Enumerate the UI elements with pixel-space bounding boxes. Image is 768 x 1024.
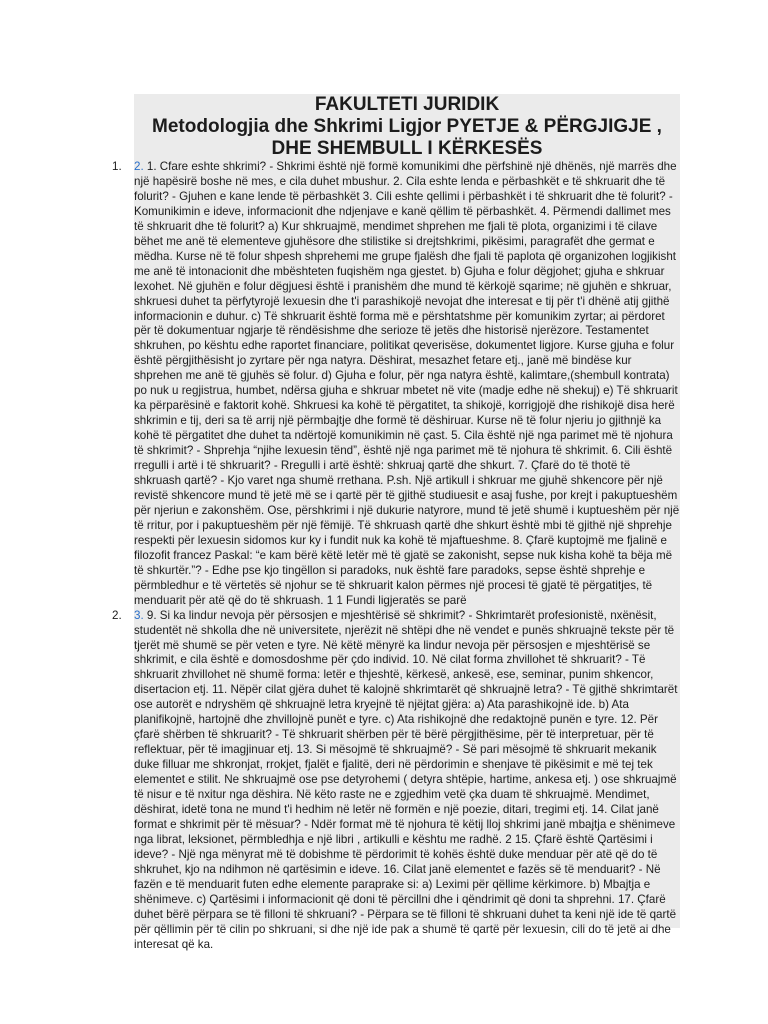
document-title <box>134 94 680 160</box>
page-link[interactable]: 3. <box>134 608 144 622</box>
document-page <box>112 94 680 951</box>
list-item-text: 1. Cfare eshte shkrimi? - Shkrimi është një formë komunikimi dhe përfshinë një dhënës, një marrës dhe një hapësirë boshe në mes, e cila duhet mbushur. 2. Cila eshte lenda e përbashkët e të shkruarit dhe të folurit? - Gjuhen e kane lende të përbashkët 3. Cili eshte qellimi i përbashkët i të shkruarit dhe të folurit? - Komunikimin e ideve, informacionit dhe ndjenjave e kanë qëllim të përbashkët. 4. Përmendi dallimet mes të shkruarit dhe të folurit? a) Kur shkruajmë, mendimet shprehen me fjali të plota, organizimi i të cilave bëhet me anë të elementeve gjuhësore dhe stilistike si drejtshkrimi, pikësimi, paragrafët dhe germat e mëdha. Kurse në të folur shpesh shprehemi me grupe fjalësh dhe fjali të paplota që organizohen logjikisht me anë të intonacionit dhe mbështeten fuqishëm nga gjestet. b) Gjuha e folur dëgjohet; gjuha e shkruar lexohet. Në gjuhën e folur dëgjuesi është i pranishëm dhe mund të kërkojë sqarime; në gjuhën e shkruar, shkruesi duhet ta përfytyrojë lexuesin dhe t'i parashikojë nevojat dhe interesat e tij për t'i dhënë atij gjithë informacionin e duhur. c) Të shkruarit është forma më e përshtatshme për komunikim zyrtar; ai përdoret për të dokumentuar ngjarje të rëndësishme dhe serioze të jetës dhe historisë njerëzore. Testamentet shkruhen, po kështu edhe raportet financiare, politikat qeverisëse, dokumentet ligjore. Kurse gjuha e folur është përgjithësisht jo zyrtare për nga natyra. Dëshirat, mesazhet fetare etj., janë më bindëse kur shprehen me anë të gjuhës së folur. d) Gjuha e folur, për nga natyra është, kalimtare,(shembull kontrata) po nuk u regjistrua, humbet, ndërsa gjuha e shkruar mbetet në vite (madje edhe në shekuj) e) Të shkruarit ka përparësinë e faktorit kohë. Shkruesi ka kohë të përgatitet, ta shikojë, korrigjojë dhe rishikojë disa herë shkrimin e tij, deri sa të arrij një përmbajtje dhe formë të dëshiruar. Kurse në të folur njeriu jo gjithnjë ka kohë të përgatitet dhe duhet ta ndërtojë komunikimin në çast. 5. Cila është një nga parimet më të njohura të shkrimit? - Shprehja “njihe lexuesin tënd”, është një nga parimet më të njohura të shkrimit. 6. Cili është rregulli i artë i të shkruarit? - Rregulli i artë është: shkruaj qartë dhe shkurt. 7. Çfarë do të thotë të shkruash qartë? - Kjo varet nga shumë rrethana. P.sh. Një artikull i shkruar me gjuhë shkencore për një revistë shkencore mund të jetë më se i qartë për të gjithë studiuesit e asaj fushe, por krejt i pakuptueshëm për njeriun e zakonshëm. Ose, përshkrimi i një dukurie natyrore, mund të jetë shumë i kuptueshëm për një të rritur, por i pakuptueshëm për një fëmijë. Të shkruash qartë dhe shkurt është mbi të gjithë një shprehje respekti për lexuesin sidomos kur ky i fundit nuk ka kohë të mjaftueshme. 8. Çfarë kuptojmë me fjalinë e filozofit francez Paskal: “e kam bërë këtë letër më të gjatë se zakonisht, sepse nuk kisha kohë ta bëja më të shkurtër.”? - Edhe pse kjo tingëllon si paradoks, nuk është fare paradoks, sepse është shprehje e përmbledhur e të vërtetës së njohur se të shkruarit kalon përmes një procesi të gjatë të përgatitjes, të menduarit për atë që do të shkruash. 1 1 Fundi ligjeratës se parë <box>134 160 680 607</box>
list-item <box>112 608 680 953</box>
title-line-1: FAKULTETI JURIDIK <box>314 94 500 115</box>
list-item-text: 9. Si ka lindur nevoja për përsosjen e mjeshtërisë së shkrimit? - Shkrimtarët profesionistë, nxënësit, studentët në shkolla dhe në universitete, njerëzit në shtëpi dhe në vendet e punës shkruajnë tekste për të tjerët më shumë se për veten e tyre. Në këtë mënyrë ka lindur nevoja për përsosjen e mjeshtërisë se shkrimit, e cila është e domosdoshme për çdo individ. 10. Në cilat forma zhvillohet të shkruarit? - Të shkruarit zhvillohet në shumë forma: letër e thjeshtë, kërkesë, ankesë, ese, seminar, punim shkencor, disertacion etj. 11. Nëpër cilat gjëra duhet të kalojnë shkrimtarët që shkruajnë letra? - Të gjithë shkrimtarët ose autorët e ndryshëm që shkruajnë letra kryejnë të njëjtat gjëra: a) Ata parashikojnë ide. b) Ata planifikojnë, hartojnë dhe zhvillojnë punët e tyre. c) Ata rishikojnë dhe redaktojnë punën e tyre. 12. Për çfarë shërben të shkruarit? - Të shkruarit shërben për të bërë përgjithësime, për të interpretuar, për të reflektuar, për të imagjinuar etj. 13. Si mësojmë të shkruajmë? - Së pari mësojmë të shkruarit mekanik duke filluar me shkronjat, rrokjet, fjalët e fjalitë, deri në përdorimin e shenjave të pikësimit e më tej tek elementet e stilit. Ne shkruajmë ose pse detyrohemi ( detyra shtëpie, hartime, ankesa etj. ) ose shkruajmë të nisur e të nxitur nga dëshira. Në këto raste ne e zgjedhim vetë çka duam të shkruajmë. Mendimet, dëshirat, idetë tona ne mund t'i hedhim në letër në formën e një poezie, ditari, tregimi etj. 14. Cilat janë format e shkrimit për të mësuar? - Ndër format më të njohura të këtij lloj shkrimi janë mbajtja e shënimeve nga librat, leksionet, përmbledhja e një libri , artikulli e kështu me radhë. 2 15. Çfarë është Qartësimi i ideve? - Një nga mënyrat më të dobishme të përdorimit të kohës është duke menduar për atë që do të shkruhet, kjo na ndihmon në qartësimin e ideve. 16. Cilat janë elementet e fazës së të menduarit? - Në fazën e të menduarit futen edhe elemente paraprake si: a) Leximi për qëllime kërkimore. b) Mbajtja e shënimeve. c) Qartësimi i informacionit që doni të përcillni dhe i qëndrimit që doni ta shprehni. 17. Çfarë duhet bërë përpara se të filloni të shkruani? - Përpara se të filloni të shkruani duhet ta keni një ide të qartë për qëllimin për të cilin po shkruani, si dhe një ide pak a shumë të qartë për lexuesin, cili do të jetë ai dhe interesat që ka. <box>134 608 678 951</box>
qa-list <box>112 160 680 953</box>
list-item <box>112 160 680 609</box>
title-line-2: Metodologjia dhe Shkrimi Ligjor PYETJE & PËRGJIGJE , <box>152 116 662 137</box>
title-line-3: DHE SHEMBULL I KËRKESËS <box>271 138 543 159</box>
page-link[interactable]: 2. <box>134 160 144 173</box>
list-item-number: 2. <box>112 608 122 622</box>
list-item-number: 1. <box>112 160 122 173</box>
